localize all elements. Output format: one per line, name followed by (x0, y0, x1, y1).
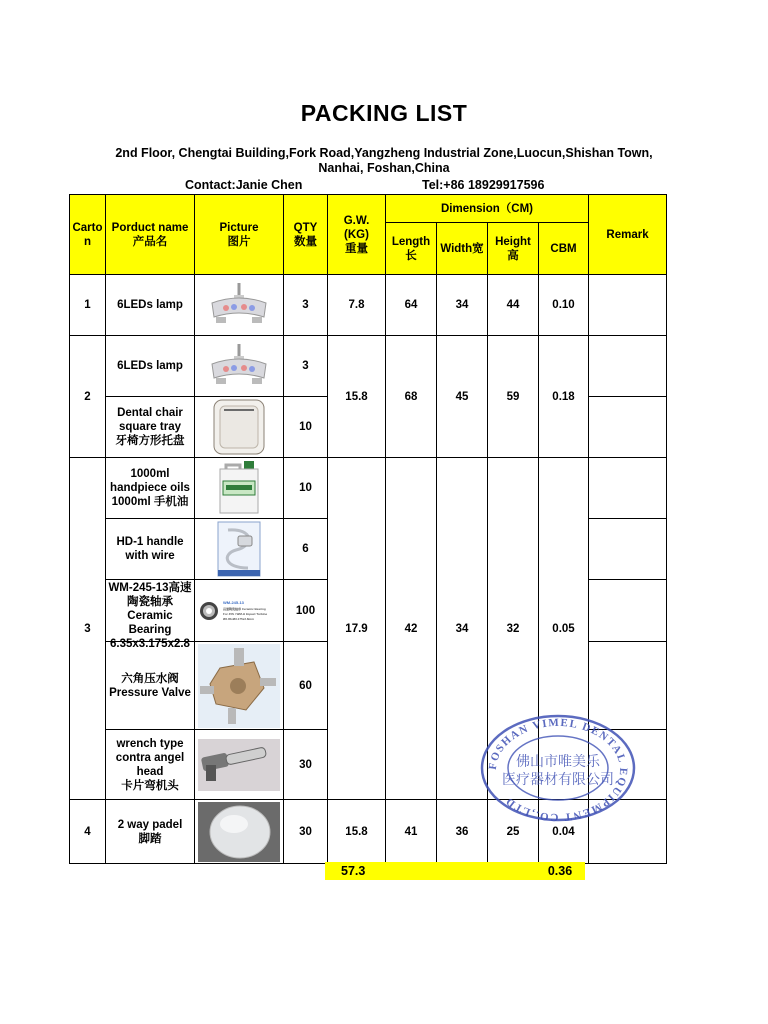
product-name: 2 way padel 脚踏 (106, 800, 195, 864)
item-qty: 6 (284, 519, 328, 580)
contra-angle-head-photo (197, 739, 281, 791)
gross-weight: 15.8 (328, 800, 386, 864)
product-name: 1000ml handpiece oils 1000ml 手机油 (106, 458, 195, 519)
item-qty: 60 (284, 642, 328, 730)
remark-cell (589, 397, 667, 458)
table-row (70, 275, 667, 336)
table-row (70, 336, 667, 397)
header-dimension: Dimension（CM) (386, 195, 589, 223)
header-length: Length 长 (386, 223, 437, 275)
header-gross-weight: G.W. (KG) 重量 (328, 195, 386, 275)
length-value: 68 (386, 336, 437, 458)
header-picture: Picture 图片 (195, 195, 284, 275)
stamp-company-chinese-2: 医疗器材有限公司 (502, 772, 614, 788)
height-value: 44 (488, 275, 539, 336)
stamp-company-chinese-1: 佛山市唯美乐 (516, 754, 600, 770)
length-value: 64 (386, 275, 437, 336)
width-value: 36 (437, 800, 488, 864)
bearing-picture-text: WM-245-13 (223, 599, 244, 605)
product-name: WM-245-13高速 陶瓷轴承 Ceramic Bearing 6.35x3.175x2.8 (106, 580, 195, 642)
product-picture (195, 800, 284, 864)
product-name: wrench type contra angel head 卡片弯机头 (106, 730, 195, 800)
total-cbm: 0.36 (535, 862, 585, 880)
header-cbm: CBM (539, 223, 589, 275)
item-qty: 100 (284, 580, 328, 642)
width-value: 45 (437, 336, 488, 458)
height-value: 59 (488, 336, 539, 458)
contact-telephone: Tel:+86 18929917596 (422, 178, 545, 192)
carton-number: 1 (70, 275, 106, 336)
header-qty: QTY 数量 (284, 195, 328, 275)
cbm-value: 0.04 (539, 800, 589, 864)
remark-cell (589, 336, 667, 397)
item-qty: 10 (284, 397, 328, 458)
cbm-value: 0.18 (539, 336, 589, 458)
cbm-value: 0.10 (539, 275, 589, 336)
square-tray-photo (197, 398, 281, 456)
carton-number: 3 (70, 458, 106, 800)
product-picture (195, 580, 284, 642)
product-picture (195, 336, 284, 397)
led-lamp-photo (197, 281, 281, 329)
led-lamp-photo (197, 342, 281, 390)
header-row-1 (70, 195, 667, 223)
remark-cell (589, 519, 667, 580)
page-title: PACKING LIST (300, 100, 468, 126)
product-name: HD-1 handle with wire (106, 519, 195, 580)
product-name: 6LEDs lamp (106, 336, 195, 397)
product-picture (195, 519, 284, 580)
address-line-2: Nanhai, Foshan,China (318, 161, 450, 175)
product-name: Dental chair square tray 牙椅方形托盘 (106, 397, 195, 458)
product-picture (195, 642, 284, 730)
length-value: 41 (386, 800, 437, 864)
header-remark: Remark (589, 195, 667, 275)
carton-number: 2 (70, 336, 106, 458)
pressure-valve-photo (197, 644, 281, 728)
svg-text:For 45S / WM-H Impact Turbine: For 45S / WM-H Impact Turbine (223, 611, 268, 616)
bearing-photo (197, 596, 281, 626)
carton-number: 4 (70, 800, 106, 864)
height-value: 25 (488, 800, 539, 864)
product-picture (195, 730, 284, 800)
company-address (60, 146, 708, 176)
remark-cell (589, 458, 667, 519)
foot-pedal-photo (197, 802, 281, 862)
header-height: Height 高 (488, 223, 539, 275)
item-qty: 3 (284, 336, 328, 397)
header-carton: Carto n (70, 195, 106, 275)
table-row (70, 458, 667, 519)
handle-wire-photo (197, 520, 281, 578)
remark-cell (589, 580, 667, 642)
gross-weight: 17.9 (328, 458, 386, 800)
remark-cell (589, 275, 667, 336)
item-qty: 30 (284, 800, 328, 864)
length-value: 42 (386, 458, 437, 800)
product-picture (195, 397, 284, 458)
oil-bottle-photo (197, 459, 281, 517)
stamp-company-english: FOSHAN VIMEL DENTAL EQUIPMENT CO.,LTD (486, 716, 630, 824)
company-stamp (478, 712, 638, 824)
product-name: 6LEDs lamp (106, 275, 195, 336)
product-name: 六角压水阀 Pressure Valve (106, 642, 195, 730)
header-width: Width宽 (437, 223, 488, 275)
item-qty: 30 (284, 730, 328, 800)
gross-weight: 15.8 (328, 336, 386, 458)
item-qty: 10 (284, 458, 328, 519)
svg-text:Ø6.35xØ3.175x2.8mm: Ø6.35xØ3.175x2.8mm (223, 616, 254, 621)
header-product-name: Porduct name 产品名 (106, 195, 195, 275)
svg-text:高速陶瓷轴承 Ceramic Bearing: 高速陶瓷轴承 Ceramic Bearing (223, 606, 266, 611)
height-value: 32 (488, 458, 539, 800)
gross-weight: 7.8 (328, 275, 386, 336)
address-line-1: 2nd Floor, Chengtai Building,Fork Road,Yangzheng Industrial Zone,Luocun,Shishan Town, (115, 146, 653, 160)
total-gross-weight: 57.3 (325, 862, 535, 880)
contact-person: Contact:Janie Chen (185, 178, 303, 192)
width-value: 34 (437, 275, 488, 336)
item-qty: 3 (284, 275, 328, 336)
product-picture (195, 458, 284, 519)
width-value: 34 (437, 458, 488, 800)
cbm-value: 0.05 (539, 458, 589, 800)
product-picture (195, 275, 284, 336)
